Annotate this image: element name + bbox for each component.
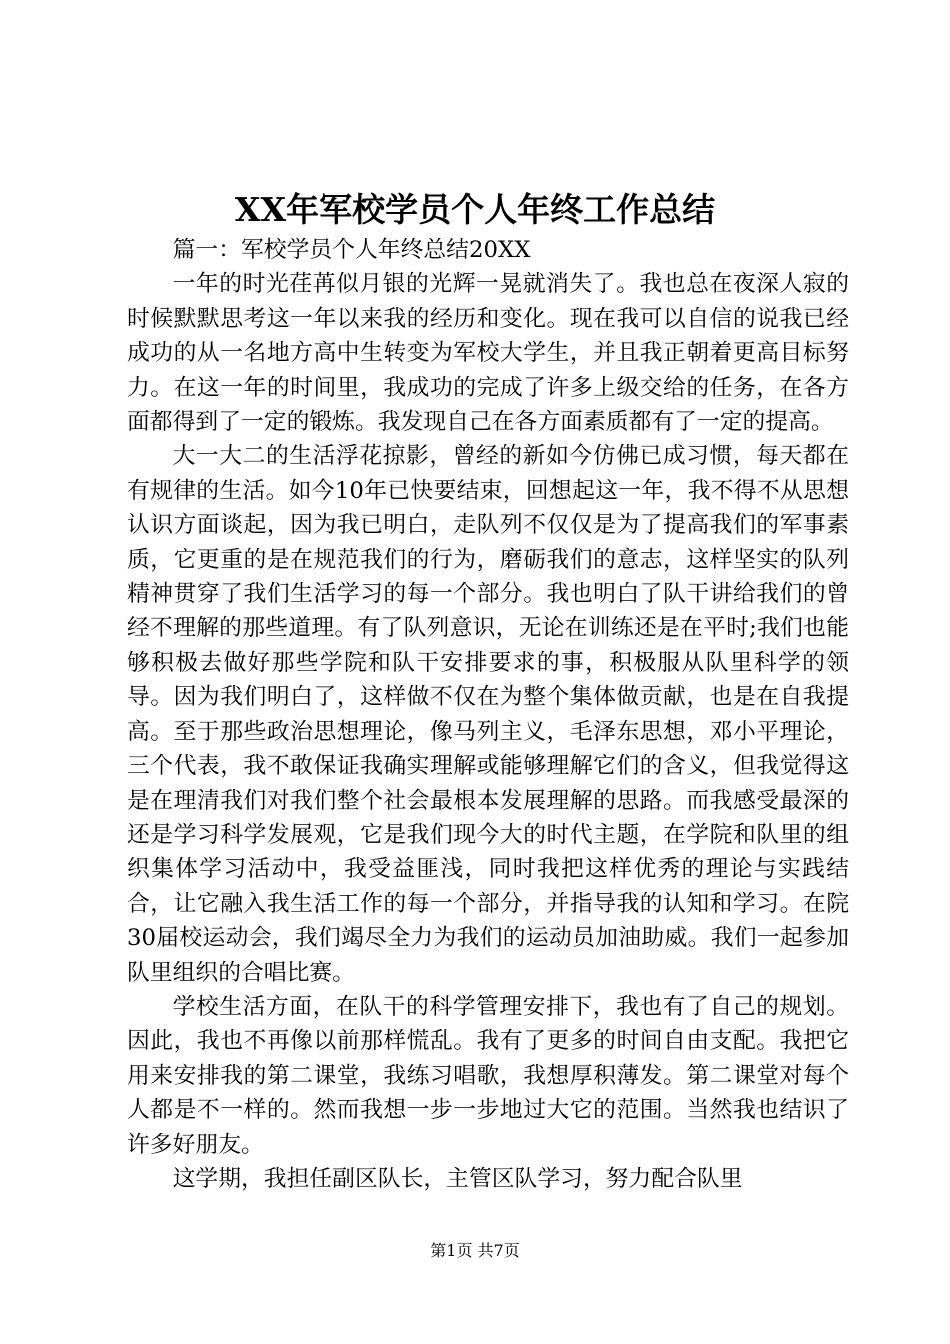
paragraph: 学校生活方面，在队干的科学管理安排下，我也有了自己的规划。因此，我也不再像以前那样慌乱。我有了更多的时间自由支配。我把它用来安排我的第二课堂，我练习唱歌，我想厚积薄发。第二课堂对每个人都是不一样的。然而我想一步一步地过大它的范围。当然我也结识了许多好朋友。	[127, 993, 849, 1158]
document-body	[127, 233, 849, 1196]
page-number-footer: 第1页 共7页	[430, 1241, 520, 1260]
paragraph: 大一大二的生活浮花掠影，曾经的新如今仿佛已成习惯，每天都在有规律的生活。如今10年已快要结束，回想起这一年，我不得不从思想认识方面谈起，因为我已明白，走队列不仅仅是为了提高我们的军事素质，它更重的是在规范我们的行为，磨砺我们的意志，这样坚实的队列精神贯穿了我们生活学习的每一个部分。我也明白了队干讲给我们的曾经不理解的那些道理。有了队列意识，无论在训练还是在平时;我们也能够积极去做好那些学院和队干安排要求的事，积极服从队里科学的领导。因为我们明白了，这样做不仅在为整个集体做贡献，也是在自我提高。至于那些政治思想理论，像马列主义，毛泽东思想，邓小平理论，三个代表，我不敢保证我确实理解或能够理解它们的含义，但我觉得这是在理清我们对我们整个社会最根本发展理解的思路。而我感受最深的还是学习科学发展观，它是我们现今大的时代主题，在学院和队里的组织集体学习活动中，我受益匪浅，同时我把这样优秀的理论与实践结合，让它融入我生活工作的每一个部分，并指导我的认知和学习。在院30届校运动会，我们竭尽全力为我们的运动员加油助威。我们一起参加队里组织的合唱比赛。	[127, 443, 849, 986]
paragraph: 这学期，我担任副区队长，主管区队学习，努力配合队里	[172, 1165, 743, 1192]
paragraph-subtitle: 篇一：军校学员个人年终总结20XX	[172, 237, 531, 263]
document-title: XX年军校学员个人年终工作总结	[234, 190, 716, 229]
paragraph: 一年的时光荏苒似月银的光辉一晃就消失了。我也总在夜深人寂的时候默默思考这一年以来我的经历和变化。现在我可以自信的说我已经成功的从一名地方高中生转变为军校大学生，并且我正朝着更高目标努力。在这一年的时间里，我成功的完成了许多上级交给的任务，在各方面都得到了一定的锻炼。我发现自己在各方面素质都有了一定的提高。	[127, 271, 849, 436]
